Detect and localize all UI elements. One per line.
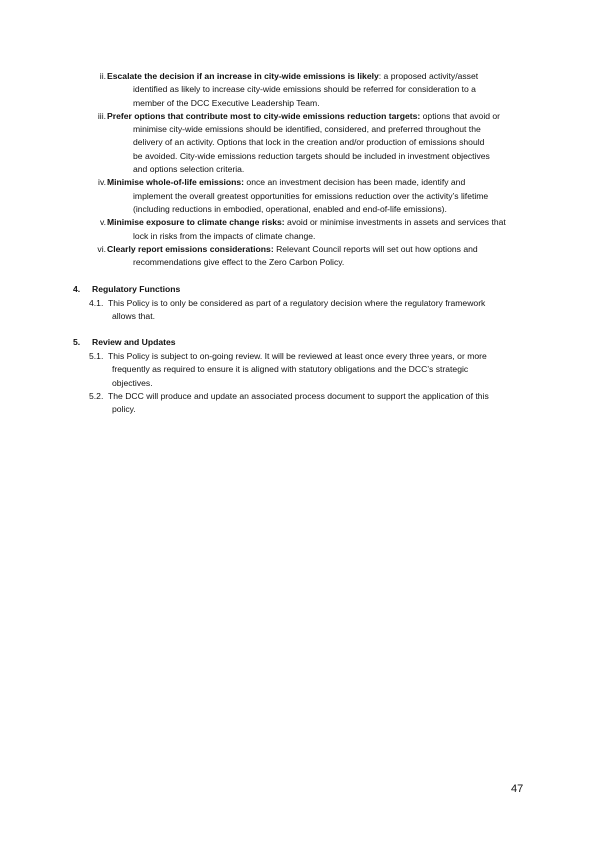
list-item-text: (including reductions in embodied, operational, enabled and end-of-life emissions). <box>133 203 447 214</box>
section-title: Regulatory Functions <box>92 284 181 294</box>
section-title: Review and Updates <box>92 337 176 347</box>
list-item-first-line: Clearly report emissions considerations: Relevant Council reports will set out how options and <box>107 243 478 254</box>
clause <box>0 350 523 390</box>
list-item-first-line: Minimise exposure to climate change risks: avoid or minimise investments in assets and services that <box>107 217 506 228</box>
list-item-number: vi. <box>97 243 106 254</box>
clause-number: 5.1. <box>89 351 104 361</box>
section-review-and-updates <box>0 336 597 416</box>
clause-text: policy. <box>112 404 136 415</box>
clause-text: allows that. <box>112 311 155 322</box>
list-item-text: recommendations give effect to the Zero Carbon Policy. <box>133 257 345 268</box>
list-item-text: delivery of an activity. Options that lock in the creation and/or production of emissions should <box>133 137 485 148</box>
list-item-first-line: Escalate the decision if an increase in city-wide emissions is likely: a proposed activity/asset <box>107 71 479 81</box>
page-number: 47 <box>511 783 524 795</box>
list-item-number: iv. <box>98 177 106 188</box>
list-item-number: iii. <box>97 110 106 121</box>
list-item-first-line: Minimise whole-of-life emissions: once an investment decision has been made, identify and <box>107 177 466 188</box>
clause-number: 4.1. <box>89 298 104 308</box>
list-item-text: be avoided. City-wide emissions reduction targets should be included in investment objectives <box>133 150 490 161</box>
principles-list <box>0 70 597 269</box>
list-item-text: lock in risks from the impacts of climate change. <box>133 230 316 241</box>
list-item-text: minimise city-wide emissions should be identified, considered, and preferred throughout the <box>133 124 481 135</box>
clause <box>0 297 523 324</box>
list-item-number: ii. <box>99 71 106 81</box>
list-item <box>0 110 528 176</box>
list-item-number: v. <box>99 217 106 228</box>
list-item <box>0 216 528 243</box>
section-number: 4. <box>73 284 81 294</box>
list-item <box>0 243 528 270</box>
section-heading <box>0 283 597 297</box>
list-item-heading: Escalate the decision if an increase in city-wide emissions is likely <box>107 71 379 81</box>
clause <box>0 390 523 417</box>
section-heading <box>0 336 597 350</box>
list-item-heading: Minimise whole-of-life emissions: <box>107 177 245 188</box>
list-item-text: identified as likely to increase city-wide emissions should be referred for consideration to a <box>133 84 476 95</box>
list-item-text: and options selection criteria. <box>133 164 245 175</box>
list-item-heading: Minimise exposure to climate change risks: <box>107 217 285 228</box>
section-number: 5. <box>73 337 81 347</box>
list-item <box>0 70 528 110</box>
clause-text: objectives. <box>112 377 153 388</box>
list-item-heading: Clearly report emissions considerations: <box>107 243 274 254</box>
clause-first-line: The DCC will produce and update an associated process document to support the application of this <box>108 390 489 401</box>
list-item <box>0 176 528 216</box>
clause-text: frequently as required to ensure it is aligned with statutory obligations and the DCC’s strategic <box>112 364 469 375</box>
list-item-first-line: Prefer options that contribute most to city-wide emissions reduction targets: options that avoid or <box>107 110 501 121</box>
clause-first-line: This Policy is to only be considered as part of a regulatory decision where the regulatory framework <box>108 298 486 308</box>
clause-number: 5.2. <box>89 390 104 401</box>
list-item-heading: Prefer options that contribute most to city-wide emissions reduction targets: <box>107 110 421 121</box>
list-item-text: implement the overall greatest opportunities for emissions reduction over the activity’s lifetime <box>133 190 489 201</box>
section-regulatory-functions <box>0 283 597 324</box>
list-item-text: member of the DCC Executive Leadership Team. <box>133 97 320 108</box>
clause-first-line: This Policy is subject to on-going review. It will be reviewed at least once every three years, or more <box>108 351 487 361</box>
